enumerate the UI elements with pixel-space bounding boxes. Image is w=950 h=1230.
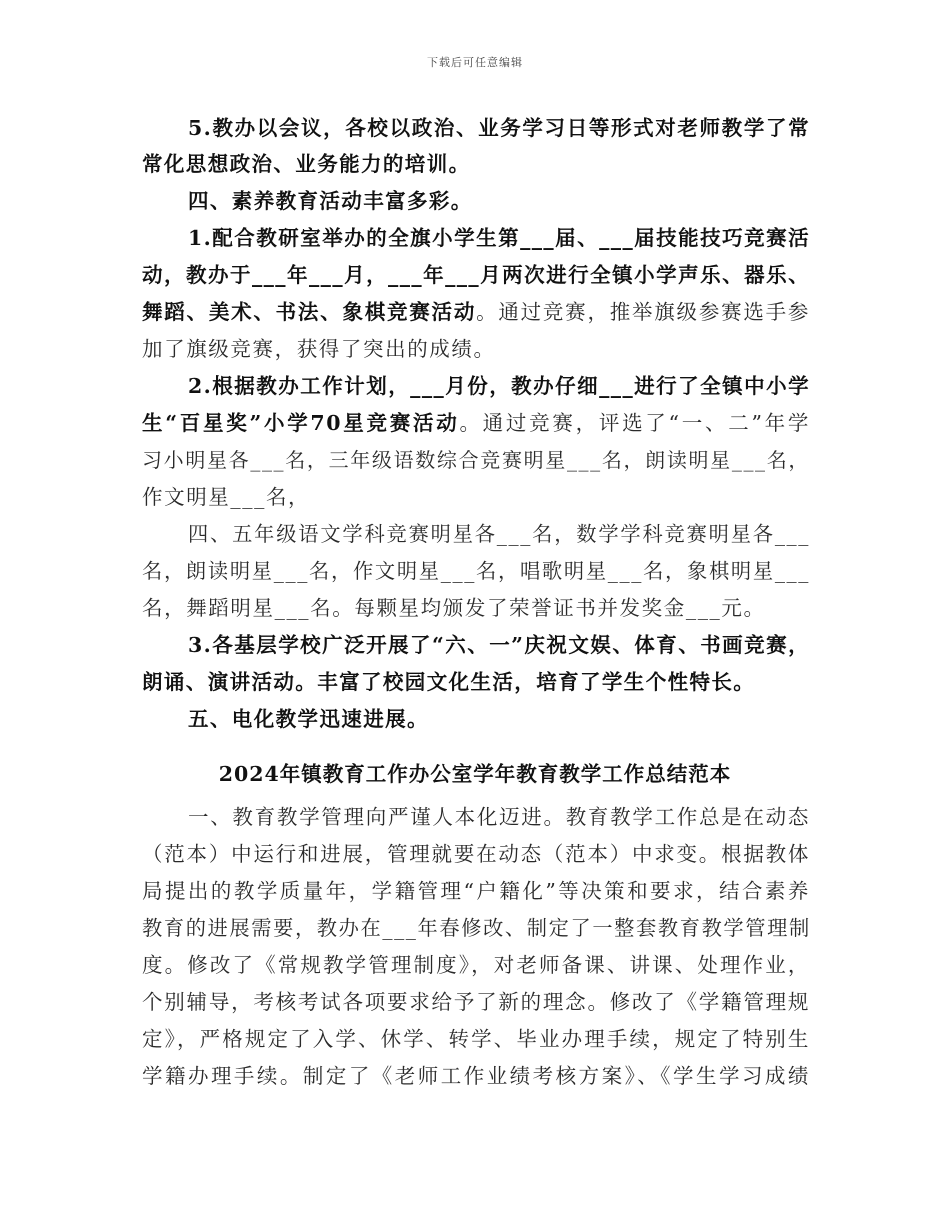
text-line <box>142 295 810 329</box>
text-line: 作文明星___名， <box>142 485 311 509</box>
document-title: 2024年镇教育工作办公室学年教育教学工作总结范本 <box>218 762 732 786</box>
text-line: 四、五年级语文学科竞赛明星各___名，数学学科竞赛明星各___ <box>188 522 810 546</box>
text-line: 名，朗读明星___名，作文明星___名，唱歌明星___名，象棋明星___ <box>142 559 810 583</box>
text-bold-segment: 生“百星奖”小学70星竞赛活动 <box>142 411 460 435</box>
text-line: 1.配合教研室举办的全旗小学生第___届、___届技能技巧竞赛活 <box>188 226 810 250</box>
text-line: 度。修改了《常规教学管理制度》，对老师备课、讲课、处理作业， <box>142 953 810 977</box>
text-line: 常化思想政治、业务能力的培训。 <box>142 152 471 176</box>
header-note: 下载后可任意编辑 <box>427 56 523 69</box>
section-heading: 五、电化教学迅速进展。 <box>188 707 429 731</box>
text-line: 加了旗级竞赛，获得了突出的成绩。 <box>142 337 496 361</box>
text-line <box>142 406 810 440</box>
text-bold-segment: 舞蹈、美术、书法、象棋竞赛活动 <box>142 300 477 324</box>
text-line: 个别辅导，考核考试各项要求给予了新的理念。修改了《学籍管理规 <box>142 990 810 1014</box>
text-line: 动，教办于___年___月，___年___月两次进行全镇小学声乐、器乐、 <box>142 263 810 287</box>
text-line: 习小明星各___名，三年级语数综合竞赛明星___名，朗读明星___名， <box>142 448 810 472</box>
text-line: 定》，严格规定了入学、休学、转学、毕业办理手续，规定了特别生 <box>142 1027 810 1051</box>
text-line: 一、教育教学管理向严谨人本化迈进。教育教学工作总是在动态 <box>188 805 810 829</box>
text-line: 教育的进展需要，教办在___年春修改、制定了一整套教育教学管理制 <box>142 916 811 940</box>
text-line: 朗诵、演讲活动。丰富了校园文化生活，培育了学生个性特长。 <box>142 670 756 694</box>
text-segment: 。通过竞赛，推举旗级参赛选手参 <box>476 300 811 324</box>
text-line: 2.根据教办工作计划，___月份，教办仔细___进行了全镇中小学 <box>188 374 810 398</box>
text-line: 3.各基层学校广泛开展了“六、一”庆祝文娱、体育、书画竞赛， <box>188 633 810 657</box>
text-line: 5.教办以会议，各校以政治、业务学习日等形式对老师教学了常 <box>188 116 810 140</box>
text-line: 学籍办理手续。制定了《老师工作业绩考核方案》、《学生学习成绩 <box>142 1064 810 1088</box>
section-heading: 四、素养教育活动丰富多彩。 <box>188 189 473 213</box>
text-line: 名，舞蹈明星___名。每颗星均颁发了荣誉证书并发奖金___元。 <box>142 596 766 620</box>
text-line: （范本）中运行和进展，管理就要在动态（范本）中求变。根据教体 <box>142 842 810 866</box>
text-line: 局提出的教学质量年，学籍管理“户籍化”等决策和要求，结合素养 <box>142 879 810 903</box>
text-segment: 。通过竞赛，评选了“一、二”年学 <box>459 411 810 435</box>
